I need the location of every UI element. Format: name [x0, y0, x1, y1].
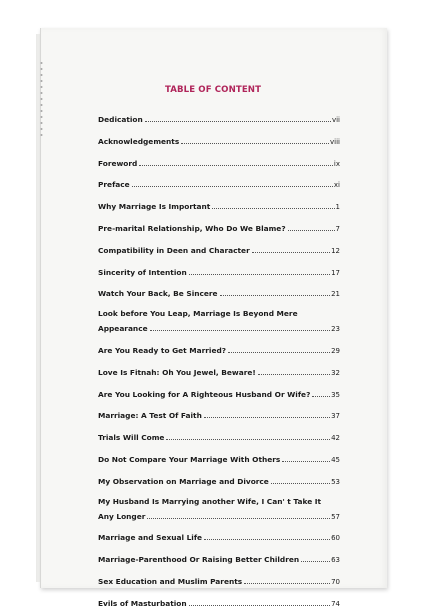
- toc-entry-line2: [98, 509, 340, 521]
- toc-entry-title: Why Marriage Is Important: [98, 202, 211, 212]
- toc-entry-page: 45: [331, 455, 340, 464]
- toc-entry-page: 63: [331, 556, 340, 565]
- toc-entry-title: Acknowledgements: [98, 136, 180, 146]
- toc-entry-page: 53: [331, 477, 340, 486]
- toc-entry: [98, 156, 340, 168]
- toc-entry-title-line1: My Husband Is Marrying another Wife, I Can' t Take It: [98, 496, 322, 506]
- toc-entry-title-line2: Appearance: [98, 324, 148, 334]
- toc-entry-title: My Observation on Marriage and Divorce: [98, 476, 269, 486]
- toc-entry-title: Are You Ready to Get Married?: [98, 345, 227, 355]
- toc-entry-page: 37: [331, 412, 340, 421]
- toc-entry-page: 23: [331, 325, 340, 334]
- toc-entry-title: Love Is Fitnah: Oh You Jewel, Beware!: [98, 367, 256, 377]
- toc-entry: [98, 387, 340, 399]
- toc-entry: [98, 134, 340, 146]
- toc-entry: [98, 343, 340, 355]
- toc-entry-title-line2: Any Longer: [98, 511, 146, 521]
- dot-leader: [204, 539, 330, 540]
- toc-entry: [98, 452, 340, 464]
- dot-leader: [271, 483, 330, 484]
- dot-leader: [282, 461, 330, 462]
- toc-entry-page: xi: [333, 181, 340, 190]
- toc-entry: [98, 221, 340, 233]
- toc-entry: [98, 308, 340, 333]
- toc-entry-page: 35: [331, 390, 340, 399]
- toc-entry-page: 32: [331, 368, 340, 377]
- toc-entry-page: 70: [331, 577, 340, 586]
- toc-entry-page: 1: [335, 203, 340, 212]
- dot-leader: [244, 583, 330, 584]
- toc-entry: [98, 430, 340, 442]
- toc-entry: [98, 574, 340, 586]
- toc-entry: [98, 199, 340, 211]
- toc-entry-title: Marriage-Parenthood Or Raising Better Children: [98, 555, 300, 565]
- dot-leader: [258, 374, 330, 375]
- toc-entry: [98, 365, 340, 377]
- toc-entry-title: Sex Education and Muslim Parents: [98, 576, 243, 586]
- toc-entry: [98, 112, 340, 124]
- toc-entry: [98, 408, 340, 420]
- toc-entry: [98, 265, 340, 277]
- toc-entry-title: Watch Your Back, Be Sincere: [98, 289, 218, 299]
- dot-leader: [145, 121, 331, 122]
- toc-entry: [98, 177, 340, 189]
- toc-entry: [98, 243, 340, 255]
- toc-entry-title: Sincerity of Intention: [98, 267, 187, 277]
- dot-leader: [166, 439, 330, 440]
- toc-entry-page: 7: [335, 224, 340, 233]
- toc-entry-title: Pre-marital Relationship, Who Do We Blame?: [98, 223, 286, 233]
- toc-entry-title-line1: Look before You Leap, Marriage Is Beyond Mere: [98, 309, 298, 319]
- toc-entry-title: Preface: [98, 180, 130, 190]
- dot-leader: [212, 208, 334, 209]
- dot-leader: [252, 252, 330, 253]
- toc-entry-page: ix: [333, 159, 340, 168]
- toc-entry-title: Dedication: [98, 115, 143, 124]
- toc-entry-title: Trials Will Come: [98, 433, 165, 443]
- toc-entry-page: 74: [331, 599, 340, 608]
- toc-entry-page: 12: [331, 246, 340, 255]
- dot-leader: [189, 274, 330, 275]
- binding-edge: [40, 60, 43, 140]
- dot-leader: [181, 143, 329, 144]
- toc-entry-page: viii: [330, 137, 340, 146]
- toc-entry: [98, 596, 340, 608]
- dot-leader: [288, 230, 335, 231]
- dot-leader: [228, 352, 330, 353]
- toc-entry-title: Marriage and Sexual Life: [98, 533, 203, 543]
- toc-entry-page: 57: [331, 512, 340, 521]
- dot-leader: [189, 605, 330, 606]
- toc-entry-title: Are You Looking for A Righteous Husband Or Wife?: [98, 389, 311, 399]
- dot-leader: [220, 295, 331, 296]
- toc-entry-page: 17: [331, 268, 340, 277]
- toc-entry-page: 29: [331, 346, 340, 355]
- toc-entry-title: Marriage: A Test Of Faith: [98, 411, 202, 421]
- dot-leader: [132, 186, 333, 187]
- dot-leader: [312, 396, 330, 397]
- dot-leader: [204, 417, 330, 418]
- toc-entry-title: Evils of Masturbation: [98, 598, 187, 608]
- toc-list: [98, 112, 340, 608]
- toc-entry-title: Foreword: [98, 158, 138, 168]
- toc-entry-title: Do Not Compare Your Marriage With Others: [98, 454, 281, 464]
- toc-entry: [98, 530, 340, 542]
- toc-entry-page: 21: [331, 290, 340, 299]
- dot-leader: [301, 561, 330, 562]
- toc-entry: [98, 552, 340, 564]
- toc-entry-page: 42: [331, 434, 340, 443]
- toc-entry: [98, 286, 340, 298]
- toc-entry-line2: [98, 321, 340, 333]
- toc-entry: [98, 474, 340, 486]
- dot-leader: [150, 330, 330, 331]
- toc-title: TABLE OF CONTENT: [164, 85, 262, 95]
- toc-entry: [98, 496, 340, 521]
- toc-entry-page: vii: [331, 116, 340, 124]
- toc-entry-page: 60: [331, 534, 340, 543]
- dot-leader: [139, 165, 333, 166]
- toc-entry-title: Compatibility in Deen and Character: [98, 245, 250, 255]
- dot-leader: [147, 518, 330, 519]
